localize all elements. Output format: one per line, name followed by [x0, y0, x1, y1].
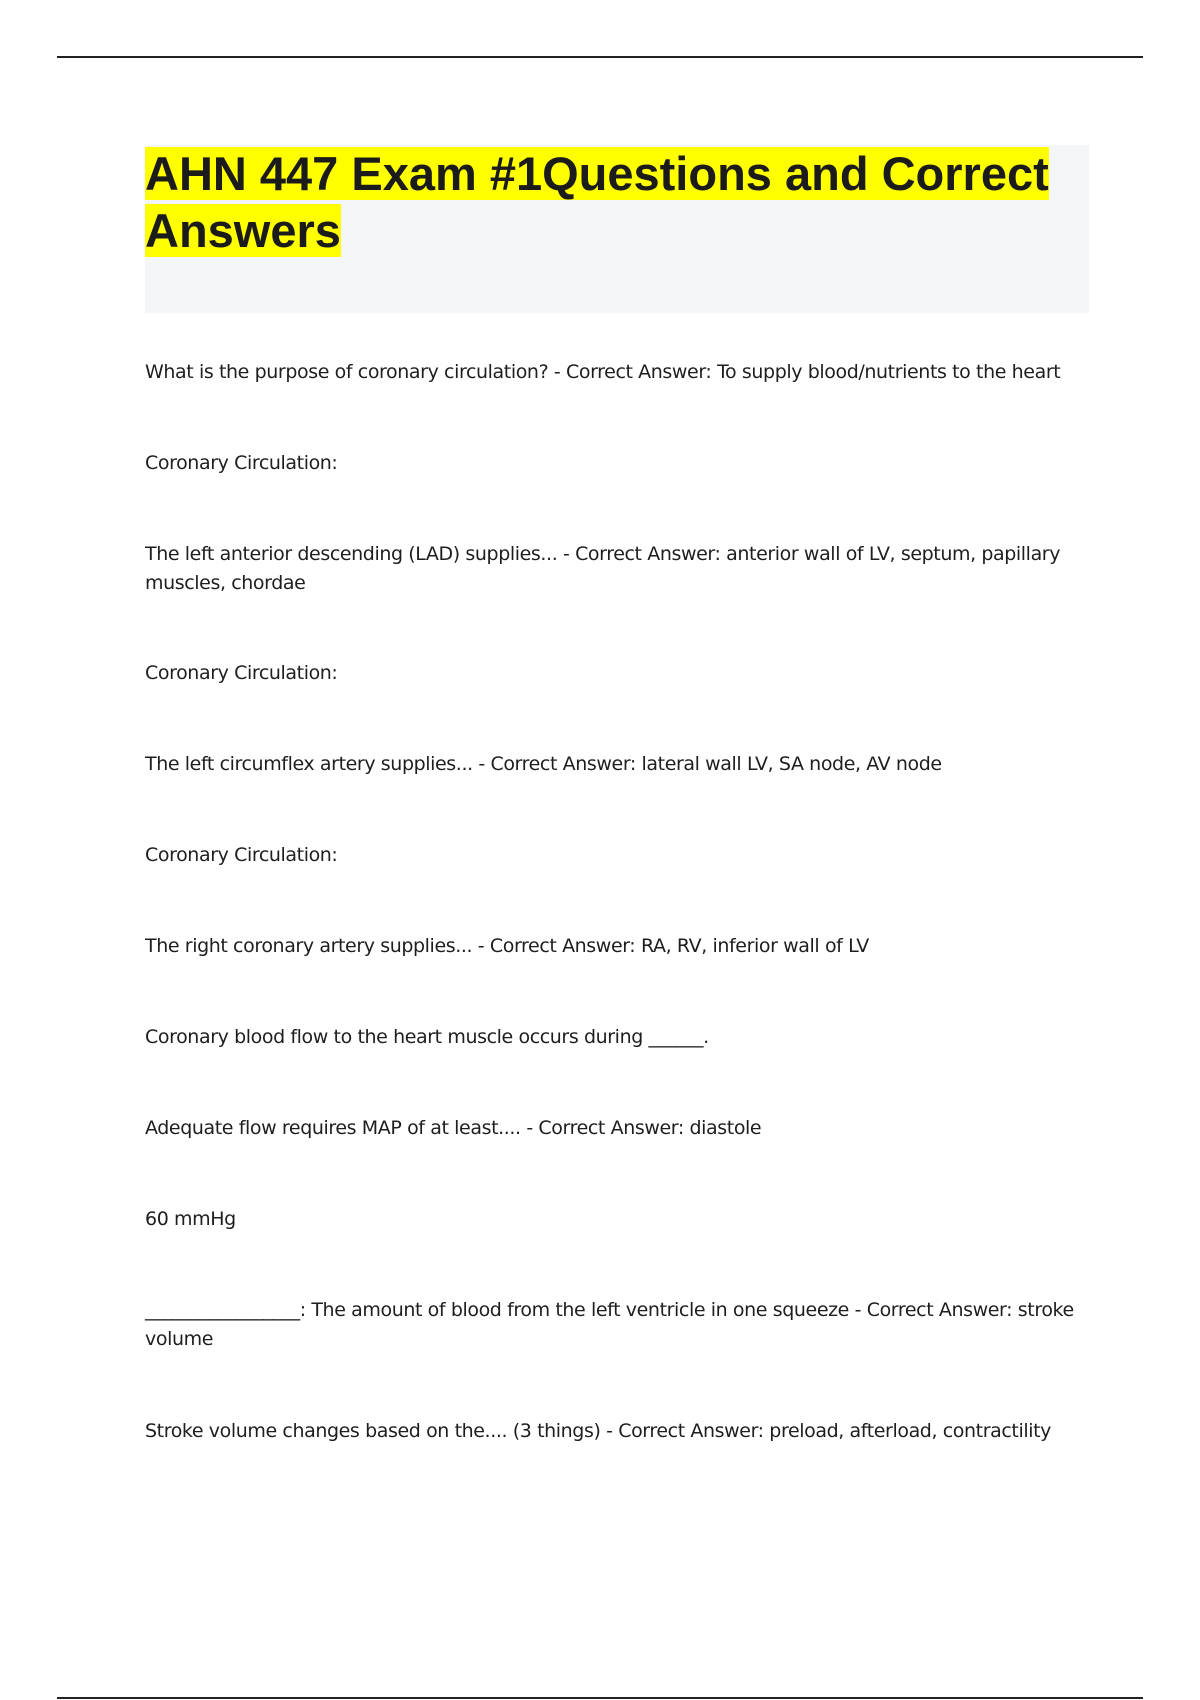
- paragraph: Coronary blood flow to the heart muscle occurs during ______.: [145, 1026, 709, 1048]
- top-rule: [57, 56, 1143, 58]
- paragraph: The left anterior descending (LAD) supplies... - Correct Answer: anterior wall of LV, septum, papillary muscles, chordae: [145, 543, 1061, 594]
- title-block: [145, 145, 1089, 313]
- paragraph: Coronary Circulation:: [145, 452, 338, 474]
- paragraph: Adequate flow requires MAP of at least.... - Correct Answer: diastole: [145, 1117, 762, 1139]
- paragraph: Coronary Circulation:: [145, 662, 338, 684]
- document-title: [145, 145, 1089, 259]
- paragraph: 60 mmHg: [145, 1208, 236, 1230]
- bottom-rule: [57, 1697, 1143, 1699]
- paragraph: The right coronary artery supplies... - Correct Answer: RA, RV, inferior wall of LV: [145, 935, 869, 957]
- paragraph: Coronary Circulation:: [145, 844, 338, 866]
- paragraph: What is the purpose of coronary circulation? - Correct Answer: To supply blood/nutrients to the heart: [145, 361, 1061, 383]
- paragraph: Stroke volume changes based on the.... (3 things) - Correct Answer: preload, afterload, contractility: [145, 1420, 1051, 1442]
- paragraph: The left circumflex artery supplies... - Correct Answer: lateral wall LV, SA node, AV node: [145, 753, 942, 775]
- paragraph: _________________: The amount of blood from the left ventricle in one squeeze - Correct Answer: stroke volume: [145, 1299, 1074, 1350]
- title-highlight: AHN 447 Exam #1Questions and Correct Answers: [145, 147, 1049, 257]
